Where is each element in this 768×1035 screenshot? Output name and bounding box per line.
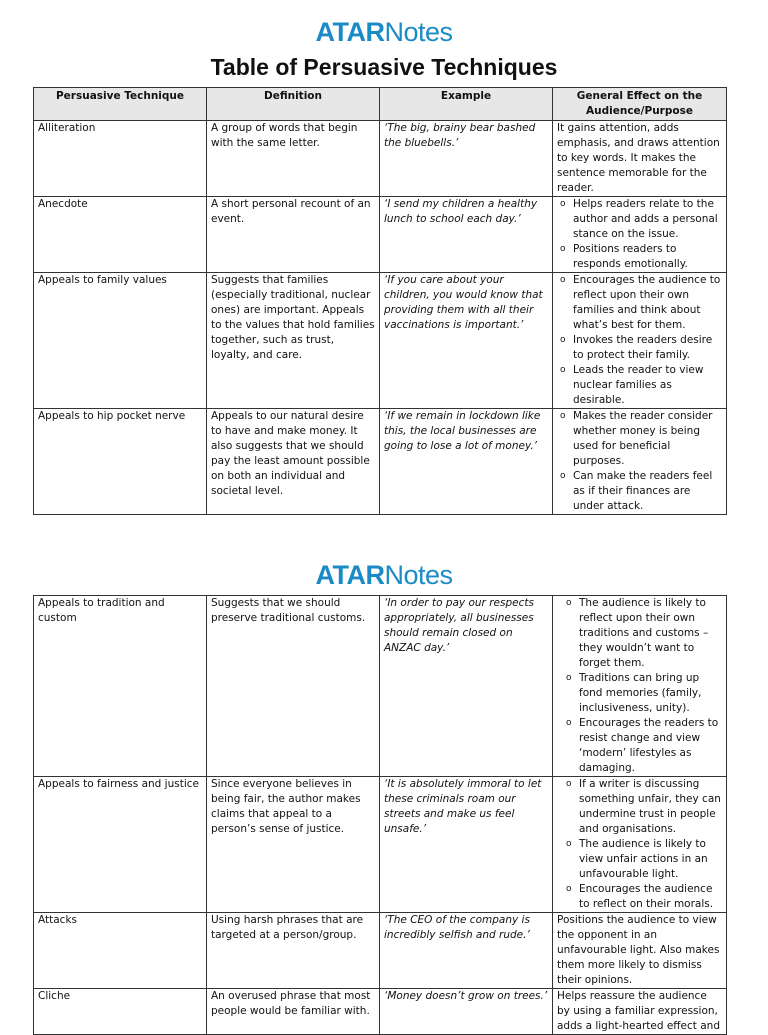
effect-bullet: o Makes the reader consider whether money is being used for beneficial purposes.: [557, 409, 722, 469]
atarnotes-logo: ATARNotes: [315, 17, 453, 47]
effect-bullet: o Helps readers relate to the author and adds a personal stance on the issue.: [557, 197, 722, 242]
table-row: [34, 121, 727, 197]
techniques-table-page2: [33, 595, 727, 1035]
technique-cell: Appeals to fairness and justice: [34, 777, 207, 913]
page-title: Table of Persuasive Techniques: [210, 54, 558, 80]
effect-bullet: o Can make the readers feel as if their finances are under attack.: [557, 469, 722, 514]
definition-cell: Suggests that we should preserve traditional customs.: [207, 596, 380, 777]
table-header-row: [34, 88, 727, 121]
effect-cell: It gains attention, adds emphasis, and draws attention to key words. It makes the sentence memorable for the reader.: [553, 121, 727, 197]
header-effect: General Effect on the Audience/Purpose: [553, 88, 727, 121]
example-cell: ‘I send my children a healthy lunch to school each day.’: [380, 197, 553, 273]
effect-bullet: o Encourages the audience to reflect upon their own families and think about what’s best for them.: [557, 273, 722, 333]
table-row: [34, 409, 727, 515]
effect-cell: [553, 409, 727, 515]
definition-cell: An overused phrase that most people would be familiar with.: [207, 989, 380, 1035]
table-row: [34, 596, 727, 777]
effect-bullet: o Encourages the audience to reflect on their morals.: [557, 882, 722, 912]
atarnotes-logo: ATARNotes: [315, 560, 453, 590]
technique-cell: Appeals to family values: [34, 273, 207, 409]
definition-cell: Since everyone believes in being fair, the author makes claims that appeal to a person’s sense of justice.: [207, 777, 380, 913]
example-cell: ‘Money doesn’t grow on trees.’: [380, 989, 553, 1035]
header-technique: Persuasive Technique: [34, 88, 207, 121]
example-cell: ‘The CEO of the company is incredibly selfish and rude.’: [380, 913, 553, 989]
table-row: [34, 913, 727, 989]
table-row: [34, 777, 727, 913]
header-example: Example: [380, 88, 553, 121]
technique-cell: Attacks: [34, 913, 207, 989]
effect-cell: [553, 197, 727, 273]
effect-bullet: o The audience is likely to reflect upon their own traditions and customs – they wouldn’t want to forget them.: [557, 596, 722, 671]
technique-cell: Anecdote: [34, 197, 207, 273]
header-definition: Definition: [207, 88, 380, 121]
effect-bullet: o If a writer is discussing something unfair, they can undermine trust in people and organisations.: [557, 777, 722, 837]
effect-bullet: o Invokes the readers desire to protect their family.: [557, 333, 722, 363]
techniques-table-page1: [33, 87, 727, 515]
effect-bullet: o Positions readers to responds emotionally.: [557, 242, 722, 272]
effect-cell: [553, 777, 727, 913]
example-cell: ‘In order to pay our respects appropriately, all businesses should remain closed on ANZAC day.’: [380, 596, 553, 777]
definition-cell: Appeals to our natural desire to have and make money. It also suggests that we should pay the least amount possible on both an individual and societal level.: [207, 409, 380, 515]
example-cell: ‘If you care about your children, you would know that providing them with all their vaccinations is important.’: [380, 273, 553, 409]
effect-bullet: o Leads the reader to view nuclear families as desirable.: [557, 363, 722, 408]
effect-cell: Positions the audience to view the opponent in an unfavourable light. Also makes them more likely to dismiss their opinions.: [553, 913, 727, 989]
example-cell: ‘The big, brainy bear bashed the bluebells.’: [380, 121, 553, 197]
technique-cell: Cliche: [34, 989, 207, 1035]
effect-bullet: o Traditions can bring up fond memories (family, inclusiveness, unity).: [557, 671, 722, 716]
definition-cell: Using harsh phrases that are targeted at a person/group.: [207, 913, 380, 989]
effect-bullet: o The audience is likely to view unfair actions in an unfavourable light.: [557, 837, 722, 882]
technique-cell: Alliteration: [34, 121, 207, 197]
effect-cell: [553, 596, 727, 777]
definition-cell: A group of words that begin with the same letter.: [207, 121, 380, 197]
table-row: [34, 989, 727, 1035]
example-cell: ‘It is absolutely immoral to let these criminals roam our streets and make us feel unsafe.’: [380, 777, 553, 913]
technique-cell: Appeals to hip pocket nerve: [34, 409, 207, 515]
example-cell: ‘If we remain in lockdown like this, the local businesses are going to lose a lot of money.’: [380, 409, 553, 515]
technique-cell: Appeals to tradition and custom: [34, 596, 207, 777]
effect-bullet: o Encourages the readers to resist change and view ‘modern’ lifestyles as damaging.: [557, 716, 722, 776]
table-row: [34, 197, 727, 273]
definition-cell: Suggests that families (especially traditional, nuclear ones) are important. Appeals to the values that hold families together, such as trust, loyalty, and care.: [207, 273, 380, 409]
definition-cell: A short personal recount of an event.: [207, 197, 380, 273]
effect-cell: Helps reassure the audience by using a familiar expression, adds a light-hearted effect and: [553, 989, 727, 1035]
effect-cell: [553, 273, 727, 409]
table-row: [34, 273, 727, 409]
